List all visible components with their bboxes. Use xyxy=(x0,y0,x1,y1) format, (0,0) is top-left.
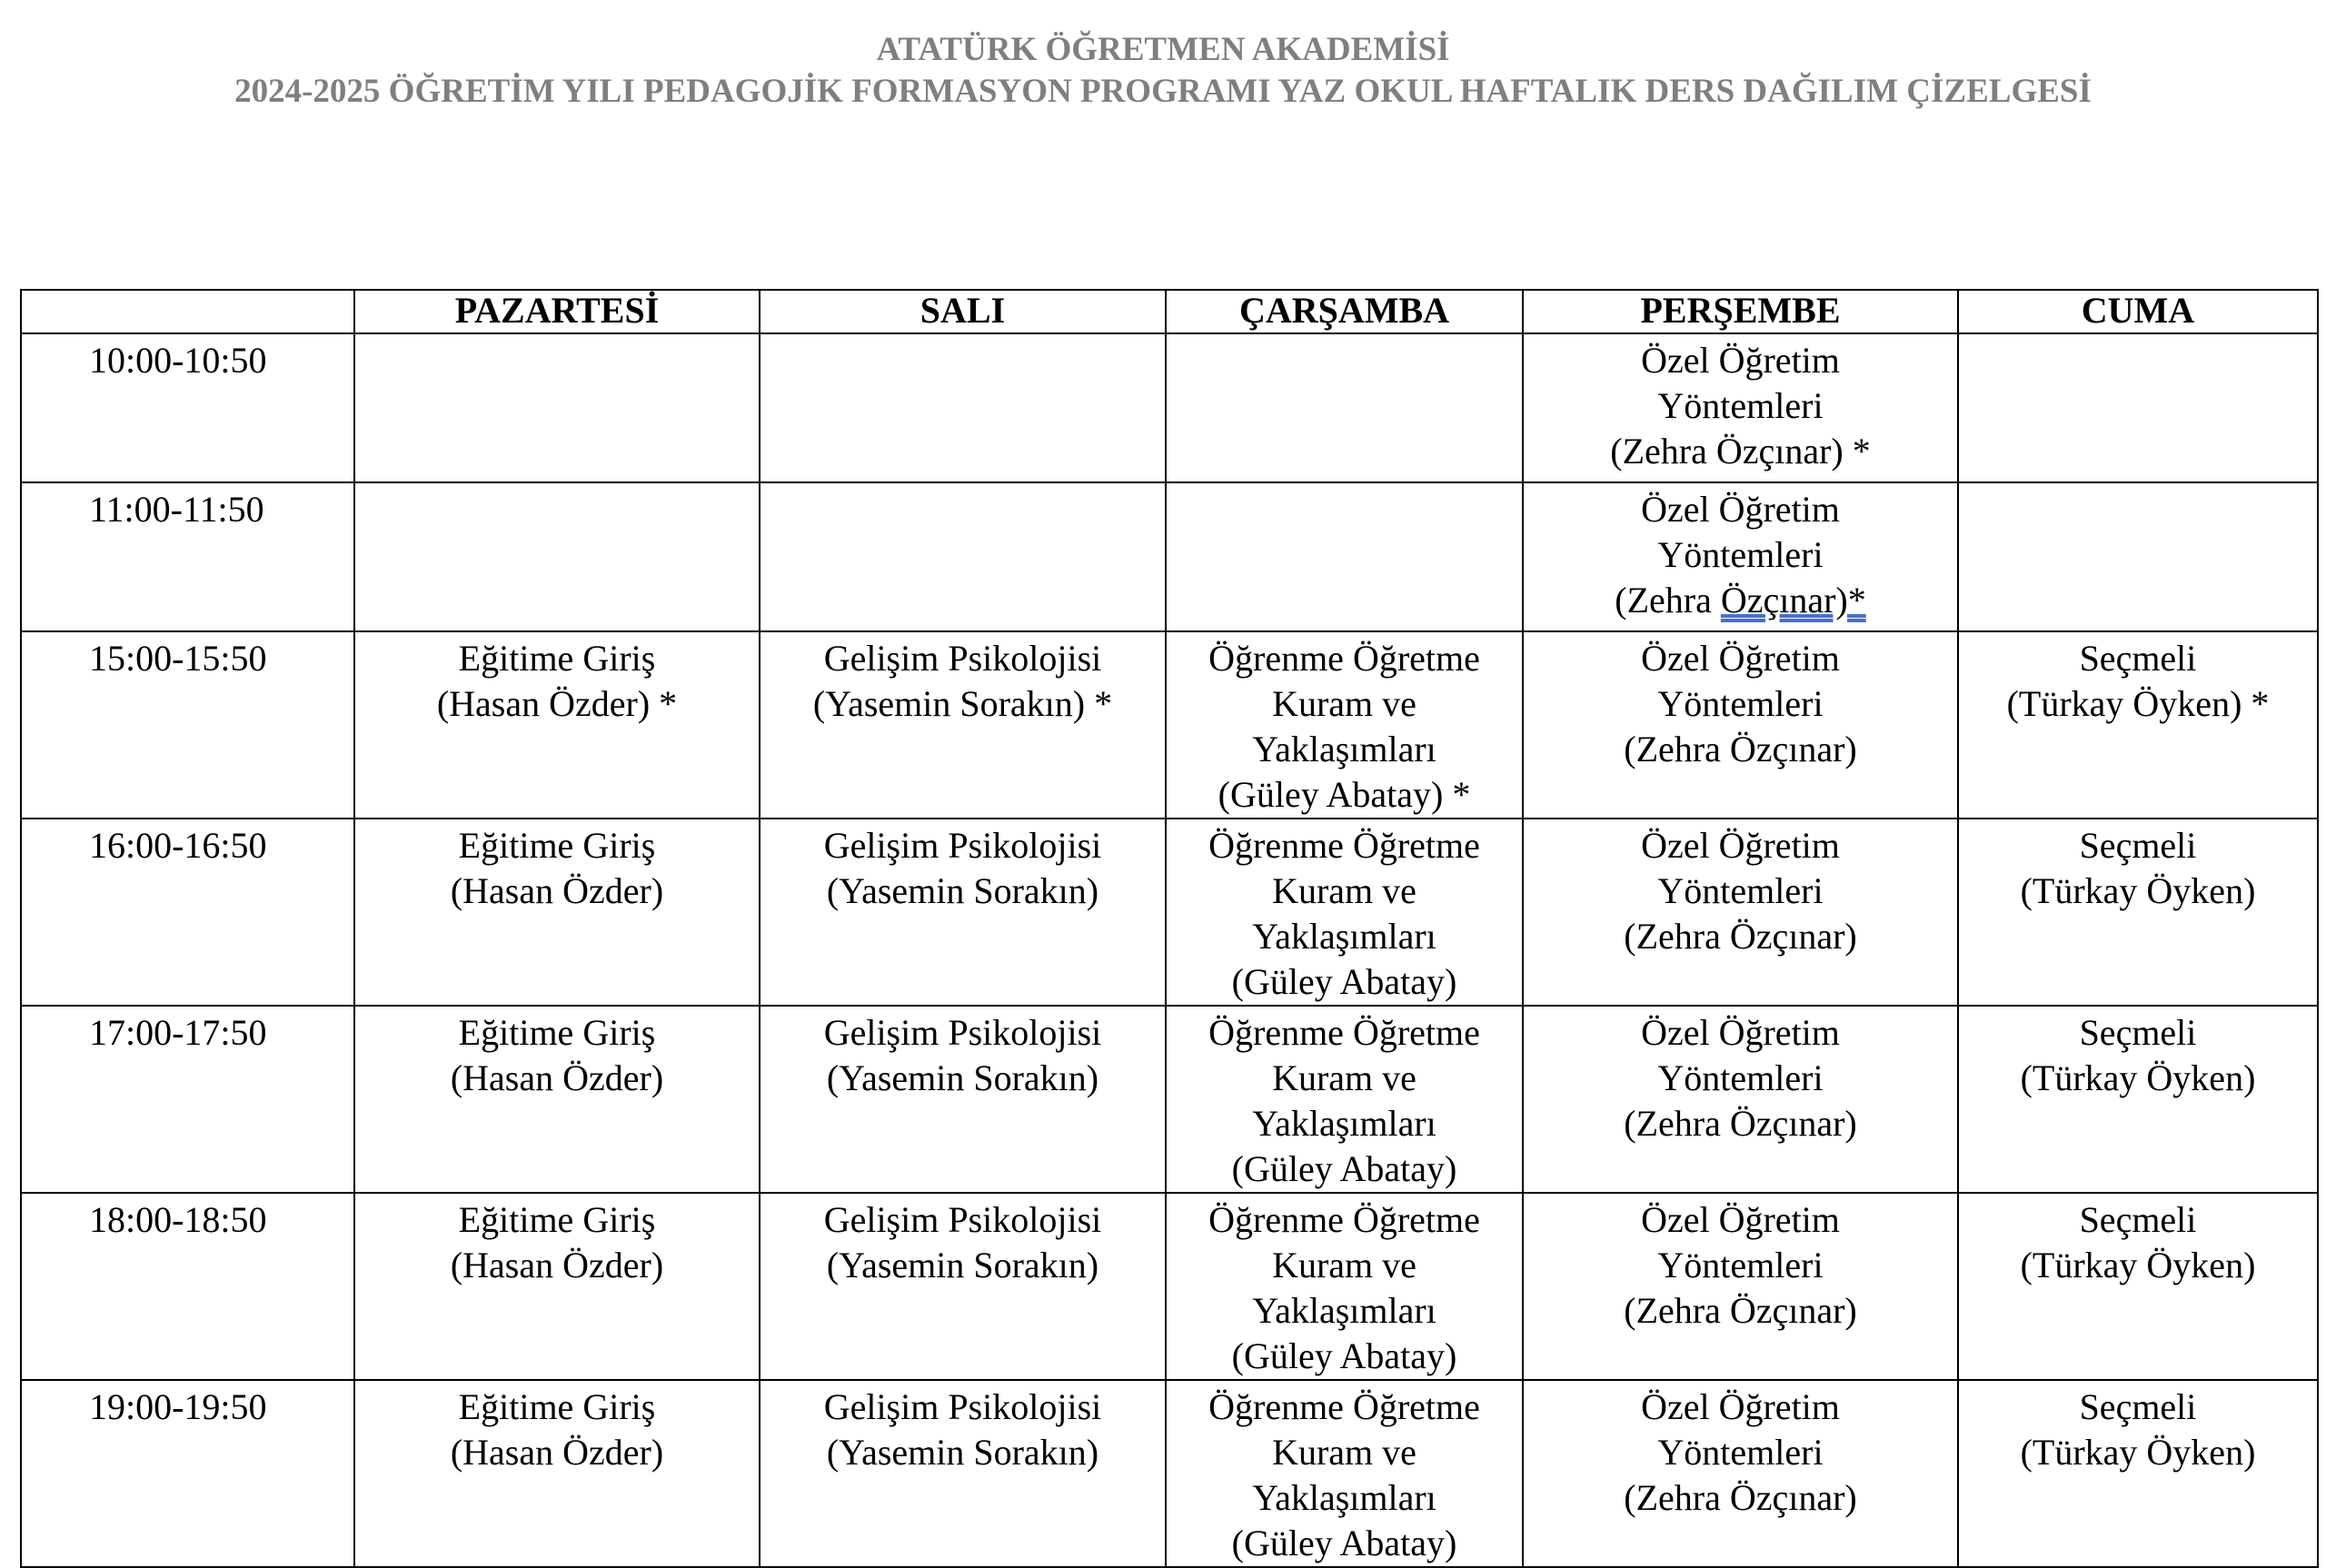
course-cell-persembe xyxy=(1523,631,1958,819)
course-cell-line: (Güley Abatay) xyxy=(1231,961,1457,1002)
course-cell-pazartesi xyxy=(354,482,760,631)
course-cell-line: Eğitime Giriş xyxy=(458,1199,656,1240)
course-cell-pazartesi xyxy=(354,1006,760,1193)
course-cell-persembe xyxy=(1523,333,1958,482)
course-cell-pazartesi xyxy=(354,333,760,482)
course-cell-line: (Hasan Özder) xyxy=(450,1432,664,1473)
course-cell-carsamba xyxy=(1166,1193,1523,1380)
day-header-cuma: CUMA xyxy=(1958,290,2318,333)
course-cell-line: Kuram ve xyxy=(1272,870,1416,911)
course-cell-line: (Yasemin Sorakın) xyxy=(826,1057,1099,1098)
course-cell-line: (Güley Abatay) xyxy=(1231,1523,1457,1563)
course-cell-carsamba xyxy=(1166,631,1523,819)
course-cell-line: Yöntemleri xyxy=(1657,1057,1824,1098)
course-cell-line: Eğitime Giriş xyxy=(458,825,656,866)
course-cell-line: Seçmeli xyxy=(2079,825,2197,866)
spellcheck-underline: Özçınar)* xyxy=(1720,580,1866,620)
course-cell-line: Gelişim Psikolojisi xyxy=(823,1386,1102,1427)
day-header-sali: SALI xyxy=(760,290,1166,333)
course-cell-line: (Zehra Özçınar)* xyxy=(1615,580,1866,620)
course-cell-pazartesi xyxy=(354,1193,760,1380)
course-cell-line: (Zehra Özçınar) xyxy=(1624,1103,1857,1144)
course-cell-sali xyxy=(760,819,1166,1006)
course-cell-line: (Zehra Özçınar) xyxy=(1624,916,1857,957)
course-cell-line: (Zehra Özçınar) * xyxy=(1610,431,1871,471)
course-cell-line: Özel Öğretim xyxy=(1641,825,1840,866)
course-cell-line: (Hasan Özder) * xyxy=(436,683,678,724)
course-cell-line: Özel Öğretim xyxy=(1641,638,1840,679)
course-cell-line: Eğitime Giriş xyxy=(458,1386,656,1427)
course-cell-line: Yaklaşımları xyxy=(1252,1477,1436,1518)
course-cell-line: Öğrenme Öğretme xyxy=(1208,1199,1480,1240)
time-slot-cell: 17:00-17:50 xyxy=(21,1006,354,1193)
course-cell-carsamba xyxy=(1166,333,1523,482)
course-cell-line: Yöntemleri xyxy=(1657,534,1824,575)
course-cell-line: (Hasan Özder) xyxy=(450,1245,664,1285)
course-cell-line: (Türkay Öyken) * xyxy=(2006,683,2270,724)
course-cell-pazartesi xyxy=(354,631,760,819)
table-row xyxy=(21,482,2318,631)
table-header-row xyxy=(21,290,2318,333)
course-cell-line: Öğrenme Öğretme xyxy=(1208,825,1480,866)
course-cell-sali xyxy=(760,1380,1166,1567)
table-row xyxy=(21,819,2318,1006)
course-cell-cuma xyxy=(1958,482,2318,631)
time-slot-cell: 19:00-19:50 xyxy=(21,1380,354,1567)
course-cell-pazartesi xyxy=(354,1380,760,1567)
course-cell-persembe xyxy=(1523,819,1958,1006)
course-cell-line: (Güley Abatay) xyxy=(1231,1335,1457,1376)
course-cell-line: Seçmeli xyxy=(2079,638,2197,679)
course-cell-cuma xyxy=(1958,333,2318,482)
course-cell-line: Yöntemleri xyxy=(1657,870,1824,911)
course-cell-line: Öğrenme Öğretme xyxy=(1208,1012,1480,1053)
weekly-schedule-table xyxy=(20,289,2319,1568)
course-cell-line: (Türkay Öyken) xyxy=(2020,1245,2256,1285)
course-cell-line: (Zehra Özçınar) xyxy=(1624,1290,1857,1331)
course-cell-line: Gelişim Psikolojisi xyxy=(823,825,1102,866)
course-cell-line: (Hasan Özder) xyxy=(450,1057,664,1098)
course-cell-persembe xyxy=(1523,1006,1958,1193)
course-cell-line: (Türkay Öyken) xyxy=(2020,1057,2256,1098)
day-header-persembe: PERŞEMBE xyxy=(1523,290,1958,333)
course-cell-line: Gelişim Psikolojisi xyxy=(823,638,1102,679)
course-cell-line: Eğitime Giriş xyxy=(458,638,656,679)
course-cell-line: (Zehra Özçınar) xyxy=(1624,1477,1857,1518)
course-cell-line: (Güley Abatay) * xyxy=(1218,774,1471,815)
course-cell-line: Kuram ve xyxy=(1272,683,1416,724)
course-cell-carsamba xyxy=(1166,482,1523,631)
course-cell-line: Seçmeli xyxy=(2079,1386,2197,1427)
course-cell-cuma xyxy=(1958,1380,2318,1567)
course-cell-line: Gelişim Psikolojisi xyxy=(823,1012,1102,1053)
course-cell-line: (Yasemin Sorakın) xyxy=(826,1432,1099,1473)
day-header-pazartesi: PAZARTESİ xyxy=(354,290,760,333)
course-cell-cuma xyxy=(1958,1193,2318,1380)
institution-title: ATATÜRK ÖĞRETMEN AKADEMİSİ xyxy=(876,31,1450,68)
course-cell-line: Yöntemleri xyxy=(1657,1245,1824,1285)
course-cell-line: (Yasemin Sorakın) xyxy=(826,1245,1099,1285)
time-slot-cell: 15:00-15:50 xyxy=(21,631,354,819)
course-cell-line: (Güley Abatay) xyxy=(1231,1148,1457,1189)
time-slot-cell: 10:00-10:50 xyxy=(21,333,354,482)
time-slot-cell: 18:00-18:50 xyxy=(21,1193,354,1380)
course-cell-line: (Türkay Öyken) xyxy=(2020,1432,2256,1473)
course-cell-cuma xyxy=(1958,1006,2318,1193)
course-cell-line: Seçmeli xyxy=(2079,1199,2197,1240)
course-cell-line: Yöntemleri xyxy=(1657,683,1824,724)
course-cell-sali xyxy=(760,482,1166,631)
course-cell-line: Öğrenme Öğretme xyxy=(1208,638,1480,679)
schedule-body xyxy=(21,333,2318,1567)
course-cell-line: Kuram ve xyxy=(1272,1432,1416,1473)
course-cell-line: (Zehra Özçınar) xyxy=(1624,729,1857,769)
corner-cell xyxy=(21,290,354,333)
course-cell-line: Özel Öğretim xyxy=(1641,1012,1840,1053)
course-cell-carsamba xyxy=(1166,1006,1523,1193)
course-cell-line: Kuram ve xyxy=(1272,1245,1416,1285)
course-cell-line: Özel Öğretim xyxy=(1641,1199,1840,1240)
course-cell-line: Yaklaşımları xyxy=(1252,1290,1436,1331)
course-cell-carsamba xyxy=(1166,819,1523,1006)
table-row xyxy=(21,333,2318,482)
course-cell-line: Öğrenme Öğretme xyxy=(1208,1386,1480,1427)
course-cell-line: (Yasemin Sorakın) xyxy=(826,870,1099,911)
table-row xyxy=(21,1380,2318,1567)
day-header-carsamba: ÇARŞAMBA xyxy=(1166,290,1523,333)
course-cell-persembe xyxy=(1523,1193,1958,1380)
course-cell-line: Yöntemleri xyxy=(1657,385,1824,426)
course-cell-line: Yöntemleri xyxy=(1657,1432,1824,1473)
time-slot-cell: 16:00-16:50 xyxy=(21,819,354,1006)
course-cell-cuma xyxy=(1958,631,2318,819)
table-row xyxy=(21,631,2318,819)
course-cell-line: Gelişim Psikolojisi xyxy=(823,1199,1102,1240)
table-row xyxy=(21,1006,2318,1193)
course-cell-line: Yaklaşımları xyxy=(1252,1103,1436,1144)
course-cell-line: Özel Öğretim xyxy=(1641,340,1840,381)
course-cell-line: Özel Öğretim xyxy=(1641,489,1840,530)
course-cell-pazartesi xyxy=(354,819,760,1006)
course-cell-line: Seçmeli xyxy=(2079,1012,2197,1053)
schedule-subtitle: 2024-2025 ÖĞRETİM YILI PEDAGOJİK FORMASYON PROGRAMI YAZ OKUL HAFTALIK DERS DAĞILIM ÇİZELGESİ xyxy=(234,73,2092,110)
course-cell-cuma xyxy=(1958,819,2318,1006)
course-cell-persembe xyxy=(1523,482,1958,631)
course-cell-line: Kuram ve xyxy=(1272,1057,1416,1098)
course-cell-line: Yaklaşımları xyxy=(1252,916,1436,957)
course-cell-line: Özel Öğretim xyxy=(1641,1386,1840,1427)
course-cell-sali xyxy=(760,631,1166,819)
course-cell-sali xyxy=(760,333,1166,482)
document-header xyxy=(0,29,2326,113)
course-cell-persembe xyxy=(1523,1380,1958,1567)
course-cell-carsamba xyxy=(1166,1380,1523,1567)
course-cell-line: (Hasan Özder) xyxy=(450,870,664,911)
time-slot-cell: 11:00-11:50 xyxy=(21,482,354,631)
course-cell-line: (Yasemin Sorakın) * xyxy=(812,683,1113,724)
course-cell-line: Yaklaşımları xyxy=(1252,729,1436,769)
course-cell-line: (Türkay Öyken) xyxy=(2020,870,2256,911)
course-cell-sali xyxy=(760,1006,1166,1193)
course-cell-sali xyxy=(760,1193,1166,1380)
table-row xyxy=(21,1193,2318,1380)
course-cell-line: Eğitime Giriş xyxy=(458,1012,656,1053)
